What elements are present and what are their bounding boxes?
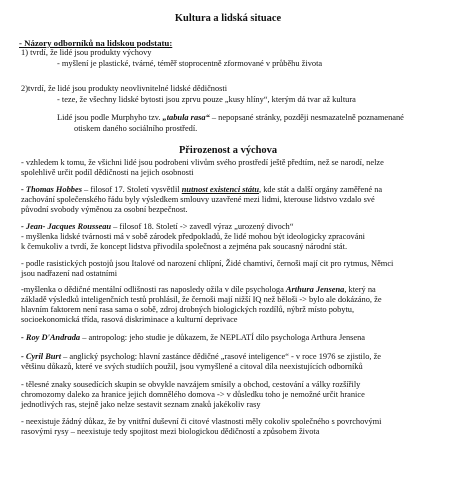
hobbes-name: - Thomas Hobbes [21, 185, 82, 194]
hobbes-text-b: , kde stát a další orgány zaměřené na [259, 185, 383, 194]
opinion-3-lead [57, 113, 404, 123]
paragraph-traits-line3: jednotlivých ras, stejně jako nelze sestavit seznam znaků jakékoliv rasy [21, 400, 261, 409]
jensen-text-a: -myšlenka o dědičné mentální odlišnosti ras naposledy ožila v díle psychologa [21, 285, 286, 294]
opinion-1-sub: - myšlení je plastické, tvárné, téměř stoprocentně zformované v průběhu života [57, 59, 323, 68]
paragraph-rousseau-line3: k čemukoliv a tvrdí, že koncept lidstva přivodila společnost a zejména pak soucasný národní stát. [21, 242, 348, 251]
hobbes-text-a: – filosof 17. Století vysvětlil [81, 185, 182, 194]
paragraph-environment-line1: - vzhledem k tomu, že všichni lidé jsou podrobeni vlivům svého prostředí ještě předtím, než se narodí, nelze [21, 158, 384, 167]
opinion-3-text-a: Lidé jsou podle Murphyho tzv. [57, 113, 163, 122]
section-heading-opinions: - Názory odborníků na lidskou podstatu: [19, 38, 173, 48]
paragraph-traits-line1: - tělesné znaky sousedících skupin se obvykle navzájem smísily a obchod, cestování a války rozšířily [21, 380, 361, 389]
opinion-2-sub: - teze, že všechny lidské bytosti jsou zprvu pouze „kusy hlíny“, kterým dá tvar až kultura [57, 95, 356, 104]
opinion-3-text-b: – nepopsané stránky, později nesmazatelně poznamenané [209, 113, 404, 122]
rousseau-text: – filosof 18. Století -> zavedl výraz „urozený divoch“ [111, 222, 294, 231]
paragraph-burt-line1 [21, 352, 381, 362]
dandrada-text: – antropolog: jeho studie je důkazem, že NEPLATÍ dílo psychologa Arthura Jensena [80, 333, 366, 342]
paragraph-hobbes-line1 [21, 185, 382, 195]
dandrada-name: - Roy D'Andrada [21, 333, 81, 342]
section-heading-nature-nurture: Přirozenost a výchova [178, 145, 278, 156]
hobbes-term: nutnost existenci státu [181, 185, 260, 194]
jensen-name: Arthura Jensena [285, 285, 345, 294]
paragraph-environment-line2: spolehlivě určit podíl dědičnosti na jejich osobnosti [21, 168, 194, 177]
paragraph-jensen-line4: socioekonomická třída, rasová diskriminace a kulturní deprivace [21, 315, 238, 324]
paragraph-rousseau-line1 [21, 222, 293, 232]
paragraph-evidence-line2: rasovými rysy – neexistuje tedy spojitost mezi biologickou dědičností a způsobem života [21, 427, 320, 436]
burt-name: - Cyril Burt [21, 352, 62, 361]
paragraph-rousseau-line2: - myšlenka lidské tvárnosti má v sobě zárodek předpokladů, že lidé mohou být ideologicky zpracováni [21, 232, 365, 241]
opinion-3-line2: otiskem daného sociálního prostředí. [74, 124, 198, 133]
paragraph-jensen-line1 [21, 285, 376, 295]
paragraph-traits-line2: chromozomy daleko za hranice jejich domnělého domova -> v důsledku toho je nemožné určit hranice [21, 390, 365, 399]
document-title: Kultura a lidská situace [174, 13, 282, 24]
paragraph-hobbes-line2: zachování společenského řádu byly výsledkem smlouvy uzavřené mezi lidmi, kterouse lidstvo vzdalo své [21, 195, 375, 204]
paragraph-dandrada [21, 333, 365, 343]
opinion-2-lead: 2)tvrdí, že lidé jsou produkty neovlivnitelné lidské dědičnosti [21, 84, 228, 93]
tabula-rasa-term: „tabula rasa“ [162, 113, 210, 122]
burt-text: – anglický psycholog: hlavní zastánce dědičné „rasové inteligence“ - v roce 1976 se zjistilo, že [61, 352, 382, 361]
paragraph-racism-line2: jsou nadřazení nad ostatními [21, 269, 118, 278]
jensen-text-b: , který na [344, 285, 376, 294]
paragraph-jensen-line2: základě výsledků inteligenčních testů prohlásil, že černoši mají nižší IQ než běloši -> bylo ale dokázáno, že [21, 295, 382, 304]
paragraph-jensen-line3: hlavním faktorem není rasa sama o sobě, zdroj drobných biologických rozdílů, nýbrž místo pobytu, [21, 305, 355, 314]
paragraph-burt-line2: většinu důkazů, které ve svých studiích použil, jsou vymyšlené a citoval díla neexistujících odborníků [21, 362, 363, 371]
rousseau-name: - Jean- Jacques Rousseau [21, 222, 112, 231]
paragraph-racism-line1: - podle rasistických postojů jsou Italové od narození chlípní, Židé chamtiví, černoši mají cit pro rytmus, Němci [21, 259, 394, 268]
opinion-1-lead: 1) tvrdí, že lidé jsou produkty výchovy [21, 48, 152, 57]
paragraph-hobbes-line3: původní svobody výměnou za osobní bezpečnost. [21, 205, 188, 214]
paragraph-evidence-line1: - neexistuje žádný důkaz, že by vnitřní duševní či citové vlastnosti měly cokoliv společného s povrchovými [21, 417, 382, 426]
